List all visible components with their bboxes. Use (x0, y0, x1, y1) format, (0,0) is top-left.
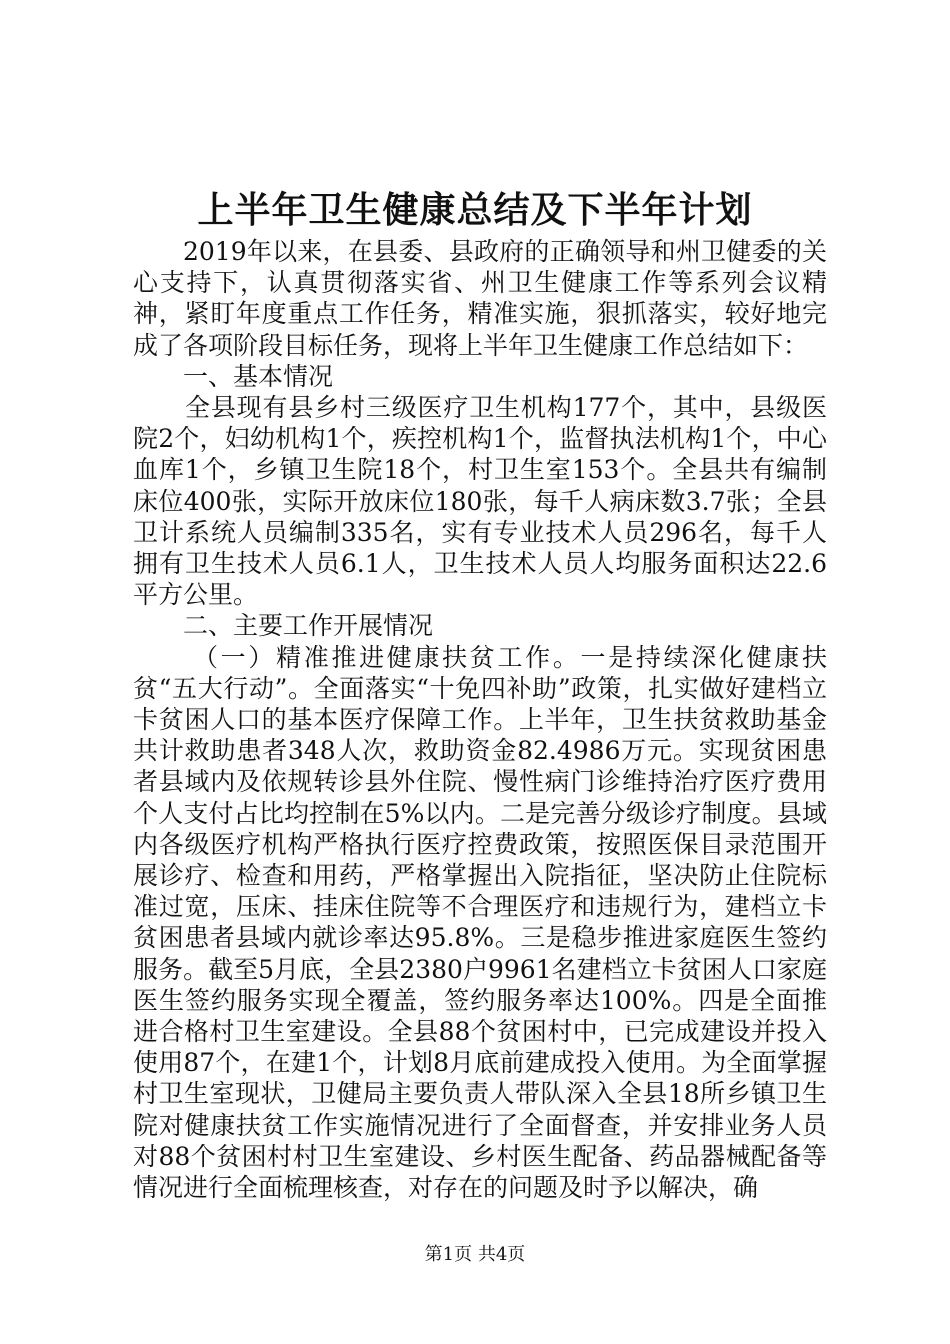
intro-paragraph: 2019年以来，在县委、县政府的正确领导和州卫健委的关心支持下，认真贯彻落实省、州卫生健康工作等系列会议精神，紧盯年度重点工作任务，精准实施，狠抓落实，较好地完成了各项阶段目标任务，现将上半年卫生健康工作总结如下： (133, 237, 827, 360)
page-number-footer: 第1页 共4页 (424, 1244, 526, 1265)
section-heading-main-work: 二、主要工作开展情况 (183, 611, 434, 641)
basic-info-paragraph: 全县现有县乡村三级医疗卫生机构177个，其中，县级医院2个，妇幼机构1个，疾控机构1个，监督执法机构1个，中心血库1个，乡镇卫生院18个，村卫生室153个。全县共有编制床位400张，实际开放床位180张，每千人病床数3.7张；全县卫计系统人员编制335名，实有专业技术人员296名，每千人拥有卫生技术人员6.1人，卫生技术人员人均服务面积达22.6平方公里。 (133, 393, 827, 610)
poverty-health-paragraph: （一）精准推进健康扶贫工作。一是持续深化健康扶贫“五大行动”。全面落实“十免四补助”政策，扎实做好建档立卡贫困人口的基本医疗保障工作。上半年，卫生扶贫救助基金共计救助患者348人次，救助资金82.4986万元。实现贫困患者县域内及依规转诊县外住院、慢性病门诊维持治疗医疗费用个人支付占比均控制在5%以内。二是完善分级诊疗制度。县域内各级医疗机构严格执行医疗控费政策，按照医保目录范围开展诊疗、检查和用药，严格掌握出入院指征，坚决防止住院标准过宽，压床、挂床住院等不合理医疗和违规行为，建档立卡贫困患者县域内就诊率达95.8%。三是稳步推进家庭医生签约服务。截至5月底，全县2380户9961名建档立卡贫困人口家庭医生签约服务实现全覆盖，签约服务率达100%。四是全面推进合格村卫生室建设。全县88个贫困村中，已完成建设并投入使用87个，在建1个，计划8月底前建成投入使用。为全面掌握村卫生室现状，卫健局主要负责人带队深入全县18所乡镇卫生院对健康扶贫工作实施情况进行了全面督查，并安排业务人员对88个贫困村村卫生室建设、乡村医生配备、药品器械配备等情况进行全面梳理核查，对存在的问题及时予以解决，确 (133, 642, 827, 1203)
section-heading-basic: 一、基本情况 (183, 361, 334, 391)
document-title: 上半年卫生健康总结及下半年计划 (197, 189, 753, 231)
document-body (133, 236, 827, 1203)
